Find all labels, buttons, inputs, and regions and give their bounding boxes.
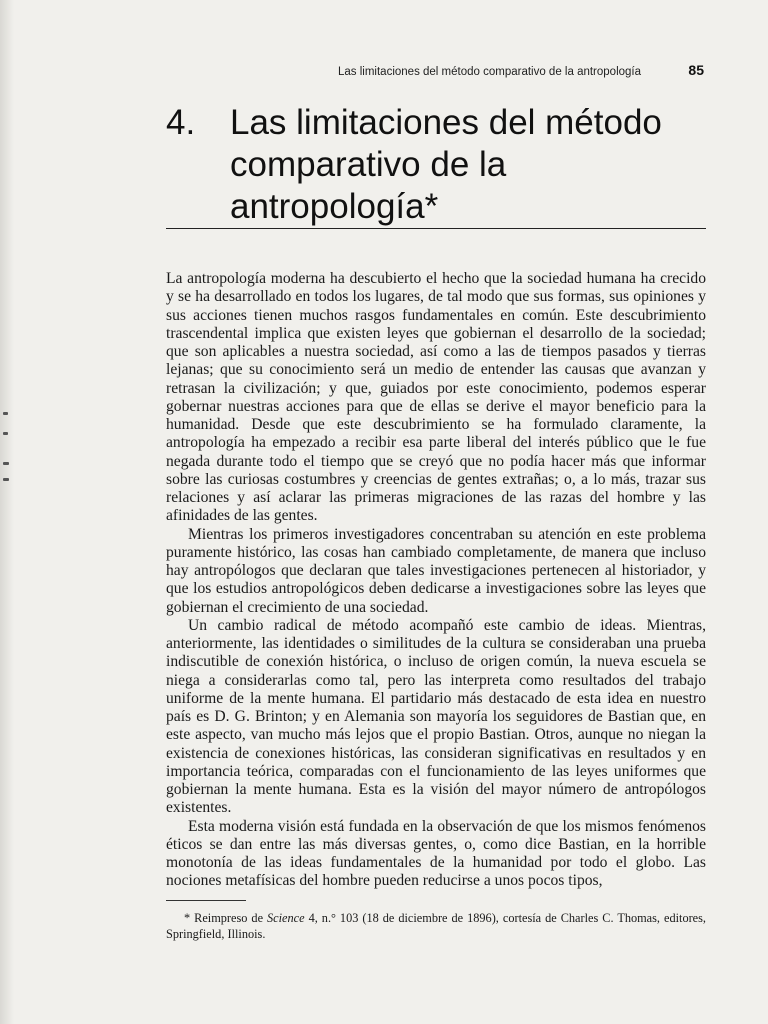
- scan-speck: [3, 462, 9, 465]
- title-rule: [166, 228, 706, 229]
- chapter-number: 4.: [166, 103, 196, 142]
- scan-speck: [3, 432, 8, 435]
- chapter-title: Las limitaciones del método comparativo de la antropología*: [230, 103, 662, 226]
- paragraph-4: Esta moderna visión está fundada en la observación de que los mismos fenómenos éticos se dan entre las más diversas gentes, o, como dice Bastian, en la horrible monotonía de las ideas fundamentales de la humanidad por todo el globo. Las nociones metafísicas del hombre pueden reducirse a unos pocos tipos,: [166, 817, 706, 890]
- footnote: [166, 911, 706, 942]
- running-head-title: Las limitaciones del método comparativo de la antropología: [338, 66, 642, 78]
- scan-speck: [3, 478, 9, 481]
- running-head: [338, 62, 704, 82]
- page-number: 85: [688, 62, 704, 78]
- footnote-journal: Science: [267, 911, 305, 925]
- body-text: [166, 270, 706, 891]
- footnote-rest: 4, n.° 103 (18 de diciembre de 1896), cortesía de Charles C. Thomas, editores, Springfield, Illinois.: [166, 911, 707, 941]
- paragraph-2: Mientras los primeros investigadores concentraban su atención en este problema puramente histórico, las cosas han cambiado completamente, de manera que incluso hay antropólogos que declaran que tales investigaciones pertenecen al historiador, y que los estudios antropológicos deben dedicarse a investigaciones sobre las leyes que gobiernan el crecimiento de una sociedad.: [166, 525, 706, 616]
- paragraph-1: La antropología moderna ha descubierto el hecho que la sociedad humana ha crecido y se ha desarrollado en todos los lugares, de tal modo que sus formas, sus opiniones y sus acciones tienen muchos rasgos fundamentales en común. Este descubrimiento trascendental implica que existen leyes que gobiernan el desarrollo de la sociedad; que son aplicables a nuestra sociedad, así como a las de tiempos pasados y tierras lejanas; que su conocimiento será un medio de entender las causas que avanzan y retrasan la civilización; y que, guiados por este conocimiento, podemos esperar gobernar nuestras acciones para que de ellas se derive el mayor beneficio para la humanidad. Desde que este descubrimiento se ha formulado claramente, la antropología ha empezado a recibir esa parte liberal del interés público que le fue negada durante todo el tiempo que se creyó que no podía hacer más que informar sobre las curiosas costumbres y creencias de gentes extrañas; o, a lo más, trazar sus relaciones y así aclarar las primeras migraciones de las razas del hombre y las afinidades de las gentes.: [166, 270, 706, 525]
- scan-margin-shadow: [0, 0, 14, 1024]
- paragraph-3: Un cambio radical de método acompañó este cambio de ideas. Mientras, anteriormente, las identidades o similitudes de la cultura se consideraban una prueba indiscutible de conexión histórica, o incluso de origen común, la nueva escuela se niega a considerarlas como tal, pero las interpreta como resultados del trabajo uniforme de la mente humana. El partidario más destacado de esta idea en nuestro país es D. G. Brinton; y en Alemania son mayoría los seguidores de Bastian que, en este aspecto, van mucho más lejos que el propio Bastian. Otros, aunque no niegan la existencia de conexiones históricas, las consideran significativas en resultados y en importancia teórica, comparadas con el funcionamiento de las leyes uniformes que gobiernan la mente humana. Esta es la visión del mayor número de antropólogos existentes.: [166, 616, 706, 817]
- footnote-rule: [166, 900, 246, 901]
- footnote-prefix: * Reimpreso de: [184, 911, 268, 925]
- scan-speck: [3, 412, 8, 415]
